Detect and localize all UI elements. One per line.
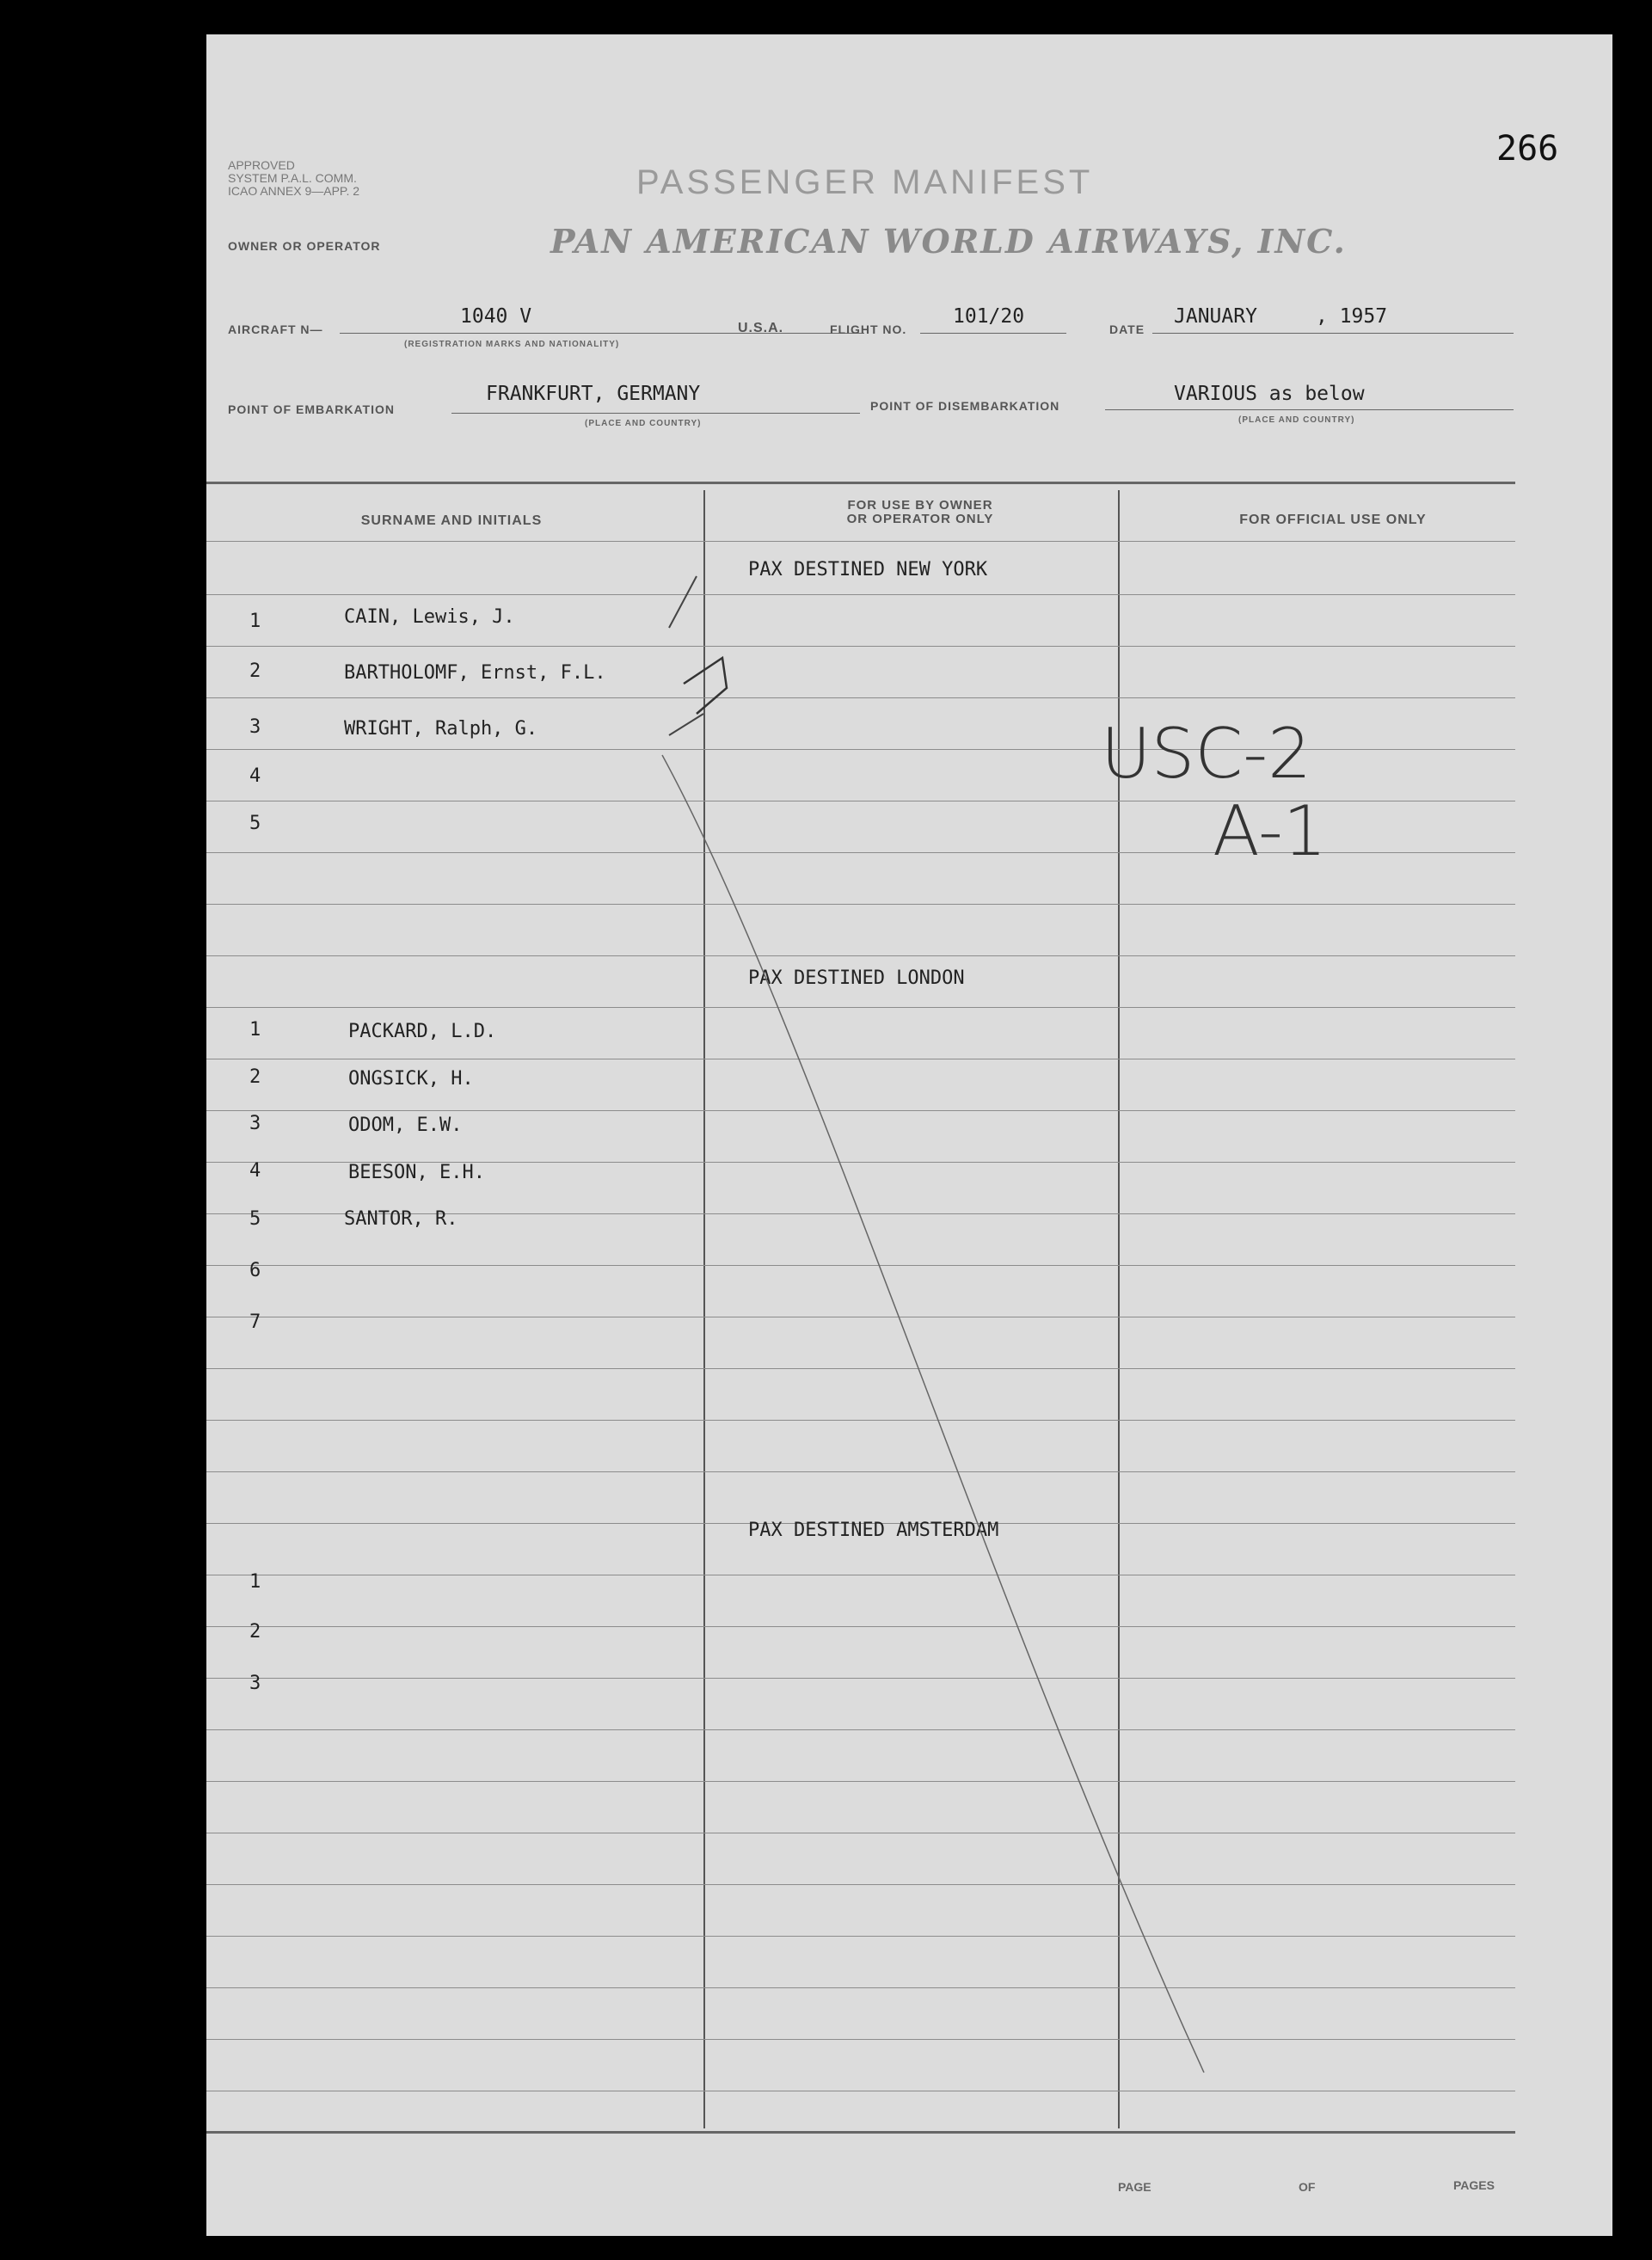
date-month: JANUARY [1174,305,1257,328]
row-number: 3 [249,1113,261,1134]
group-destination: PAX DESTINED NEW YORK [748,559,988,580]
approval-line: APPROVED [228,158,295,172]
document-title: PASSENGER MANIFEST [636,163,1094,201]
footer-page-label: PAGE [1118,2180,1151,2194]
airline-name: PAN AMERICAN WORLD AIRWAYS, INC. [550,222,1347,261]
row-number: 1 [249,611,261,632]
row-number: 3 [249,716,261,738]
aircraft-label: AIRCRAFT N— [228,322,323,336]
row-number: 5 [249,813,261,834]
date-label: DATE [1109,322,1145,336]
footer-pages-label: PAGES [1453,2178,1495,2192]
row-number: 1 [249,1571,261,1593]
row-number: 6 [249,1260,261,1281]
disembarkation-sublabel: (PLACE AND COUNTRY) [1238,415,1355,425]
passenger-name: ODOM, E.W. [348,1115,463,1136]
group-destination: PAX DESTINED AMSTERDAM [748,1520,999,1541]
passenger-name: BEESON, E.H. [348,1162,485,1183]
passenger-name: SANTOR, R. [344,1208,458,1230]
flight-label: FLIGHT NO. [830,322,907,336]
passenger-name: ONGSICK, H. [348,1068,474,1090]
row-number: 2 [249,660,261,682]
disembarkation-place: VARIOUS as below [1174,383,1365,405]
row-number: 2 [249,1066,261,1088]
check-mark [669,576,697,628]
passenger-name: CAIN, Lewis, J. [344,606,515,628]
country-label: U.S.A. [738,321,784,335]
owner-use-line: OR OPERATOR ONLY [846,512,994,526]
embarkation-place: FRANKFURT, GERMANY [486,383,701,405]
row-number: 3 [249,1673,261,1694]
aircraft-registration: 1040 V [460,305,532,328]
diagonal-stroke [662,755,1204,2073]
date-year: , 1957 [1316,305,1388,328]
row-number: 4 [249,1160,261,1182]
page-number: 266 [1496,129,1559,169]
row-number: 2 [249,1621,261,1643]
row-number: 5 [249,1208,261,1230]
approval-line: ICAO ANNEX 9—APP. 2 [228,184,360,198]
row-number: 4 [249,765,261,787]
owner-label: OWNER OR OPERATOR [228,239,381,253]
surname-column-header: SURNAME AND INITIALS [360,513,543,528]
manifest-sheet [206,34,1612,2236]
pencil-marks [206,34,1612,2236]
handwritten-note-line2: A-1 [1213,791,1327,871]
passenger-name: BARTHOLOMF, Ernst, F.L. [344,662,606,684]
check-mark [684,658,727,714]
approval-line: SYSTEM P.A.L. COMM. [228,171,357,185]
flight-number: 101/20 [953,305,1025,328]
row-number: 1 [249,1019,261,1041]
passenger-name: WRIGHT, Ralph, G. [344,718,538,740]
embarkation-sublabel: (PLACE AND COUNTRY) [585,419,702,428]
disembarkation-label: POINT OF DISEMBARKATION [870,399,1060,413]
official-use-header: FOR OFFICIAL USE ONLY [1239,513,1427,527]
owner-use-line: FOR USE BY OWNER [847,498,993,513]
passenger-name: PACKARD, L.D. [348,1021,497,1042]
embarkation-label: POINT OF EMBARKATION [228,402,395,416]
row-number: 7 [249,1311,261,1333]
check-mark [669,714,703,735]
registration-sublabel: (REGISTRATION MARKS AND NATIONALITY) [404,340,620,349]
handwritten-note-line1: USC-2 [1101,714,1311,794]
group-destination: PAX DESTINED LONDON [748,967,965,989]
footer-of-label: OF [1299,2180,1316,2194]
